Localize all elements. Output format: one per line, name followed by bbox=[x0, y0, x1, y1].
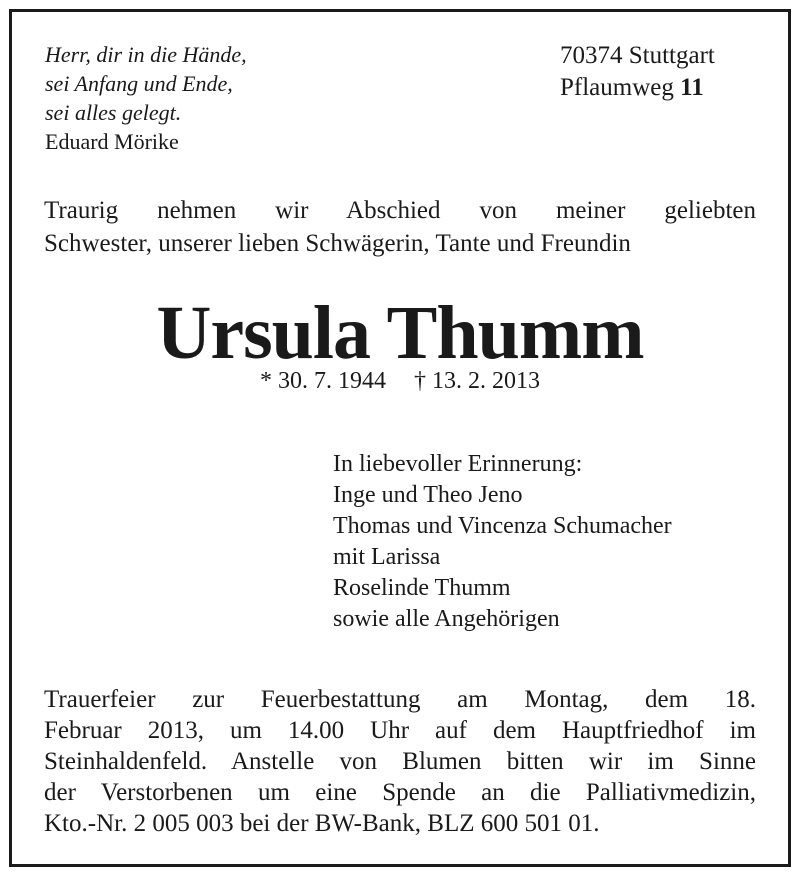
ceremony-line: Steinhaldenfeld. Anstelle von Blumen bitten wir im Sinne bbox=[44, 748, 756, 775]
intro-line: Schwester, unserer lieben Schwägerin, Tante und Freundin bbox=[44, 230, 631, 257]
quote-line: sei Anfang und Ende, bbox=[45, 71, 233, 96]
birth-date: * 30. 7. 1944 bbox=[260, 368, 386, 394]
ceremony-text bbox=[44, 684, 756, 839]
deceased-name: Ursula Thumm bbox=[156, 291, 644, 375]
mourner-line: Roselinde Thumm bbox=[333, 575, 511, 601]
ceremony-line: Kto.-Nr. 2 005 003 bei der BW-Bank, BLZ 600 501 01. bbox=[44, 810, 600, 837]
quote-line: sei alles gelegt. bbox=[45, 100, 182, 125]
address-street: Pflaumweg bbox=[560, 74, 674, 101]
address-city: 70374 Stuttgart bbox=[560, 42, 715, 69]
ceremony-line: Trauerfeier zur Feuerbestattung am Montag, dem 18. bbox=[44, 686, 756, 713]
quote-line: Herr, dir in die Hände, bbox=[45, 42, 247, 67]
address-street-line bbox=[560, 72, 715, 104]
mourners-heading: In liebevoller Erinnerung: bbox=[333, 451, 583, 477]
mourner-line: Thomas und Vincenza Schumacher bbox=[333, 513, 672, 539]
ceremony-line: Februar 2013, um 14.00 Uhr auf dem Hauptfriedhof im bbox=[44, 717, 756, 744]
mourner-line: Inge und Theo Jeno bbox=[333, 482, 523, 508]
intro-text bbox=[44, 194, 756, 260]
quote-author: Eduard Mörike bbox=[45, 129, 179, 154]
life-dates bbox=[0, 366, 800, 396]
intro-line: Traurig nehmen wir Abschied von meiner geliebten bbox=[44, 197, 756, 224]
ceremony-line: der Verstorbenen um eine Spende an die Palliativmedizin, bbox=[44, 779, 756, 806]
mourner-line: mit Larissa bbox=[333, 544, 441, 570]
mourners-block bbox=[333, 449, 672, 635]
mourner-line: sowie alle Angehörigen bbox=[333, 606, 560, 632]
death-date: † 13. 2. 2013 bbox=[414, 368, 540, 394]
address-block bbox=[560, 40, 715, 104]
address-house-number: 11 bbox=[680, 74, 704, 101]
quote-block bbox=[45, 40, 247, 156]
